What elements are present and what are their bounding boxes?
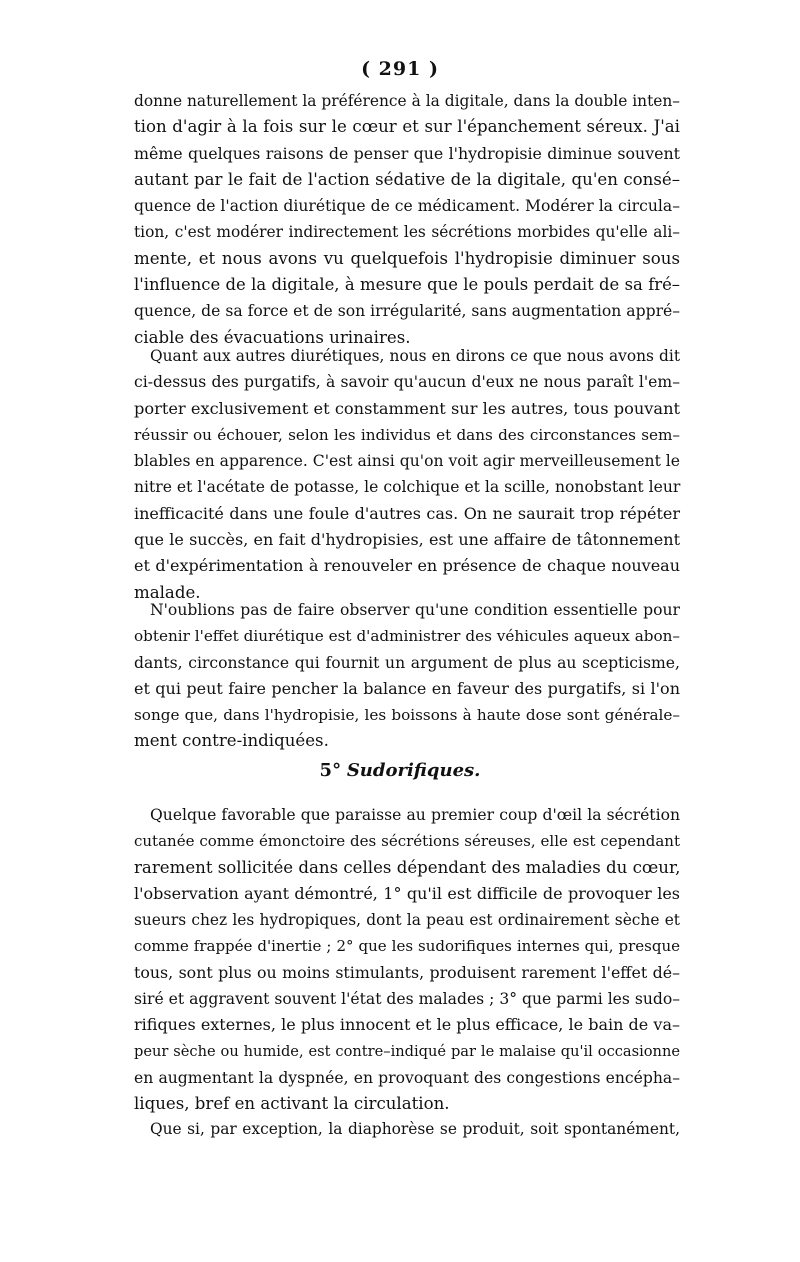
text-line: quence, de sa force et de son irrégularité, sans augmentation appré– — [134, 302, 681, 321]
text-line: autant par le fait de l'action sédative de la digitale, qu'en consé– — [134, 169, 680, 189]
text-line: nitre et l'acétate de potasse, le colchique et la scille, nonobstant leur — [134, 478, 681, 497]
text-line: cutanée comme émonctoire des sécrétions séreuses, elle est cependant — [134, 832, 680, 851]
text-line: N'oublions pas de faire observer qu'une condition essentielle pour — [150, 601, 680, 619]
text-line: donne naturellement la préférence à la digitale, dans la double inten– — [134, 92, 680, 110]
page-number: ( 291 ) — [361, 58, 439, 80]
text-line: que le succès, en fait d'hydropisies, est une affaire de tâtonnement — [134, 530, 680, 550]
section-heading — [0, 760, 800, 781]
text-line: sueurs chez les hydropiques, dont la peau est ordinairement sèche et — [134, 911, 680, 930]
section-title: Sudorifiques. — [346, 760, 481, 781]
text-line: Quant aux autres diurétiques, nous en dirons ce que nous avons dit — [150, 347, 680, 365]
section-number: 5° — [319, 760, 342, 781]
text-line: siré et aggravent souvent l'état des malades ; 3° que parmi les sudo– — [134, 990, 681, 1009]
text-line: songe que, dans l'hydropisie, les boissons à haute dose sont générale– — [134, 706, 680, 725]
paragraph-sudorifiques — [134, 802, 680, 1118]
text-line: blables en apparence. C'est ainsi qu'on voit agir merveilleusement le — [134, 452, 681, 471]
text-line: peur sèche ou humide, est contre–indiqué par le malaise qu'il occasionne — [134, 1042, 680, 1060]
paragraph-digitale — [134, 88, 680, 351]
text-line: Quelque favorable que paraisse au premier coup d'œil la sécrétion — [150, 806, 680, 824]
text-line: rifiques externes, le plus innocent et le plus efficace, le bain de va– — [134, 1015, 680, 1035]
text-line: ciable des évacuations urinaires. — [134, 327, 411, 347]
text-line: Que si, par exception, la diaphorèse se produit, soit spontanément, — [150, 1120, 680, 1138]
text-line: tion d'agir à la fois sur le cœur et sur l'épanchement séreux. J'ai — [134, 117, 680, 137]
text-line: porter exclusivement et constamment sur les autres, tous pouvant — [134, 398, 680, 418]
paragraph-autres-diuretiques — [134, 343, 680, 606]
text-line: tion, c'est modérer indirectement les sécrétions morbides qu'elle ali– — [134, 223, 680, 242]
text-line: malade. — [134, 582, 201, 602]
text-line: et d'expérimentation à renouveler en présence de chaque nouveau — [134, 556, 680, 576]
text-line: inefficacité dans une foule d'autres cas. On ne saurait trop répéter — [134, 503, 680, 523]
text-line: mente, et nous avons vu quelquefois l'hydropisie diminuer sous — [134, 248, 680, 268]
text-line: comme frappée d'inertie ; 2° que les sudorifiques internes qui, presque — [134, 937, 680, 956]
text-line: obtenir l'effet diurétique est d'administrer des véhicules aqueux abon– — [134, 627, 680, 646]
text-line: l'observation ayant démontré, 1° qu'il est difficile de provoquer les — [134, 883, 680, 903]
text-line: et qui peut faire pencher la balance en faveur des purgatifs, si l'on — [134, 678, 680, 698]
paragraph-vehicules-aqueux — [134, 597, 680, 755]
text-line: même quelques raisons de penser que l'hydropisie diminue souvent — [134, 143, 680, 163]
paragraph-diaphorese — [134, 1116, 680, 1142]
text-line: ci-dessus des purgatifs, à savoir qu'aucun d'eux ne nous paraît l'em– — [134, 373, 680, 392]
text-line: liques, bref en activant la circulation. — [134, 1094, 450, 1114]
text-line: en augmentant la dyspnée, en provoquant des congestions encépha– — [134, 1068, 680, 1087]
text-line: dants, circonstance qui fournit un argument de plus au scepticisme, — [134, 653, 680, 672]
text-line: ment contre-indiquées. — [134, 731, 329, 751]
text-line: tous, sont plus ou moins stimulants, produisent rarement l'effet dé– — [134, 962, 680, 982]
text-line: quence de l'action diurétique de ce médicament. Modérer la circula– — [134, 197, 680, 216]
text-line: rarement sollicitée dans celles dépendant des maladies du cœur, — [134, 857, 681, 877]
text-line: réussir ou échouer, selon les individus et dans des circonstances sem– — [134, 425, 680, 444]
text-line: l'influence de la digitale, à mesure que le pouls perdait de sa fré– — [134, 275, 680, 295]
